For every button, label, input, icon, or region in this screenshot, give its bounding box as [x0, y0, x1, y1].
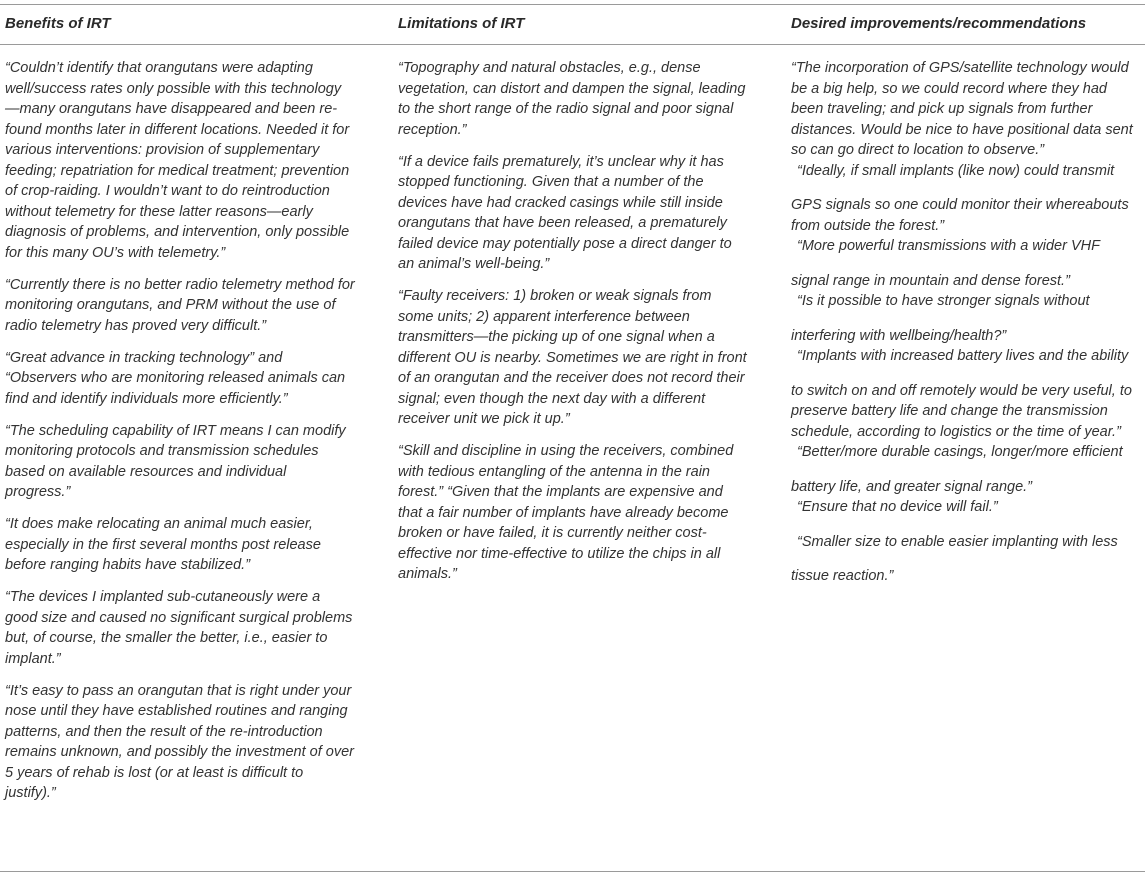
table-bottom-rule: [0, 871, 1145, 872]
improvement-quote: to switch on and off remotely would be very useful, to preserve battery life and change the transmission schedule, according to logistics or the time of year.”: [791, 382, 1132, 440]
benefit-quote: “The devices I implanted sub-cutaneously were a good size and caused no significant surgical problems but, of course, the smaller the better, i.e., easier to implant.”: [5, 589, 353, 667]
benefit-quote: “It’s easy to pass an orangutan that is right under your nose until they have established routines and ranging patterns, and then the result of the re-introduction remains unknown, and possibly the investment of over 5 years of rehab is lost (or at least is difficult to justify).”: [5, 682, 354, 801]
improvement-quote: “Smaller size to enable easier implanting with less: [797, 533, 1118, 550]
improvement-quote: signal range in mountain and dense forest.”: [791, 272, 1070, 289]
improvement-quote: “Ensure that no device will fail.”: [797, 499, 998, 515]
improvement-quote: GPS signals so one could monitor their whereabouts from outside the forest.”: [791, 197, 1129, 234]
table-top-rule: [0, 4, 1145, 5]
benefit-quote: “Currently there is no better radio telemetry method for monitoring orangutans, and PRM without the use of radio telemetry has proved very difficult.”: [5, 276, 355, 334]
limitations-column: [398, 58, 750, 596]
benefit-quote: “It does make relocating an animal much easier, especially in the first several months post release before ranging habits have stabilized.”: [5, 516, 321, 573]
benefit-quote: “The scheduling capability of IRT means I can modify monitoring protocols and transmission schedules based on available resources and individual progress.”: [5, 422, 346, 500]
benefit-quote: “Great advance in tracking technology” and “Observers who are monitoring released animals can find and identify individuals more efficiently.”: [5, 349, 346, 407]
improvement-quote: “The incorporation of GPS/satellite technology would be a big help, so we could record where they had been traveling; and pick up signals from further distances. Would be nice to have positional data sent so can go direct to location to observe.”: [791, 60, 1133, 158]
limitation-quote: “Topography and natural obstacles, e.g., dense vegetation, can distort and dampen the signal, leading to the short range of the radio signal and poor signal reception.”: [398, 60, 746, 138]
improvement-quote: interfering with wellbeing/health?”: [791, 327, 1007, 344]
limitation-quote: “Faulty receivers: 1) broken or weak signals from some units; 2) apparent interference between transmitters—the picking up of one signal when a different OU is nearby. Sometimes we are right in front of an orangutan and the receiver does not record their signal; even though the next day with a different receiver unit we pick it up.”: [398, 288, 747, 427]
benefits-column: [5, 58, 355, 815]
limitation-quote: “Skill and discipline in using the receivers, combined with tedious entangling of the antenna in the rain forest.” “Given that the implants are expensive and that a fair number of implants have already become broken or have failed, it is currently neither cost-effective nor time-effective to utilize the chips in all animals.”: [398, 443, 734, 582]
improvement-quote: battery life, and greater signal range.”: [791, 478, 1032, 495]
improvement-quote: “Ideally, if small implants (like now) could transmit: [797, 162, 1115, 179]
improvement-quote: “Better/more durable casings, longer/more efficient: [797, 444, 1123, 460]
limitation-quote: “If a device fails prematurely, it’s unclear why it has stopped functioning. Given that a number of the devices have had cracked casings while still inside orangutans that have been released, a prematurely failed device may potentially pose a direct danger to an animal’s well-being.”: [398, 153, 732, 272]
improvement-quote: “More powerful transmissions with a wider VHF: [797, 238, 1100, 254]
improvement-quote: tissue reaction.”: [791, 568, 894, 584]
header-benefits: Benefits of IRT: [5, 15, 111, 32]
header-rule: [0, 44, 1145, 45]
header-limitations: Limitations of IRT: [398, 15, 525, 32]
improvements-column: [791, 58, 1141, 587]
improvement-quote: “Implants with increased battery lives and the ability: [797, 348, 1129, 364]
benefit-quote: “Couldn’t identify that orangutans were adapting well/success rates only possible with this technology—many orangutans have disappeared and been re-found months later in different locations. Needed it for various interventions: provision of supplementary feeding; repatriation for medical treatment; prevention of crop-raiding. I wouldn’t want to do reintroduction without telemetry for these latter reasons—early diagnosis of problems, and intervention, only possible for this many OU’s with telemetry.”: [5, 60, 350, 261]
header-improvements: Desired improvements/recommendations: [791, 15, 1087, 32]
improvement-quote: “Is it possible to have stronger signals without: [797, 293, 1090, 309]
